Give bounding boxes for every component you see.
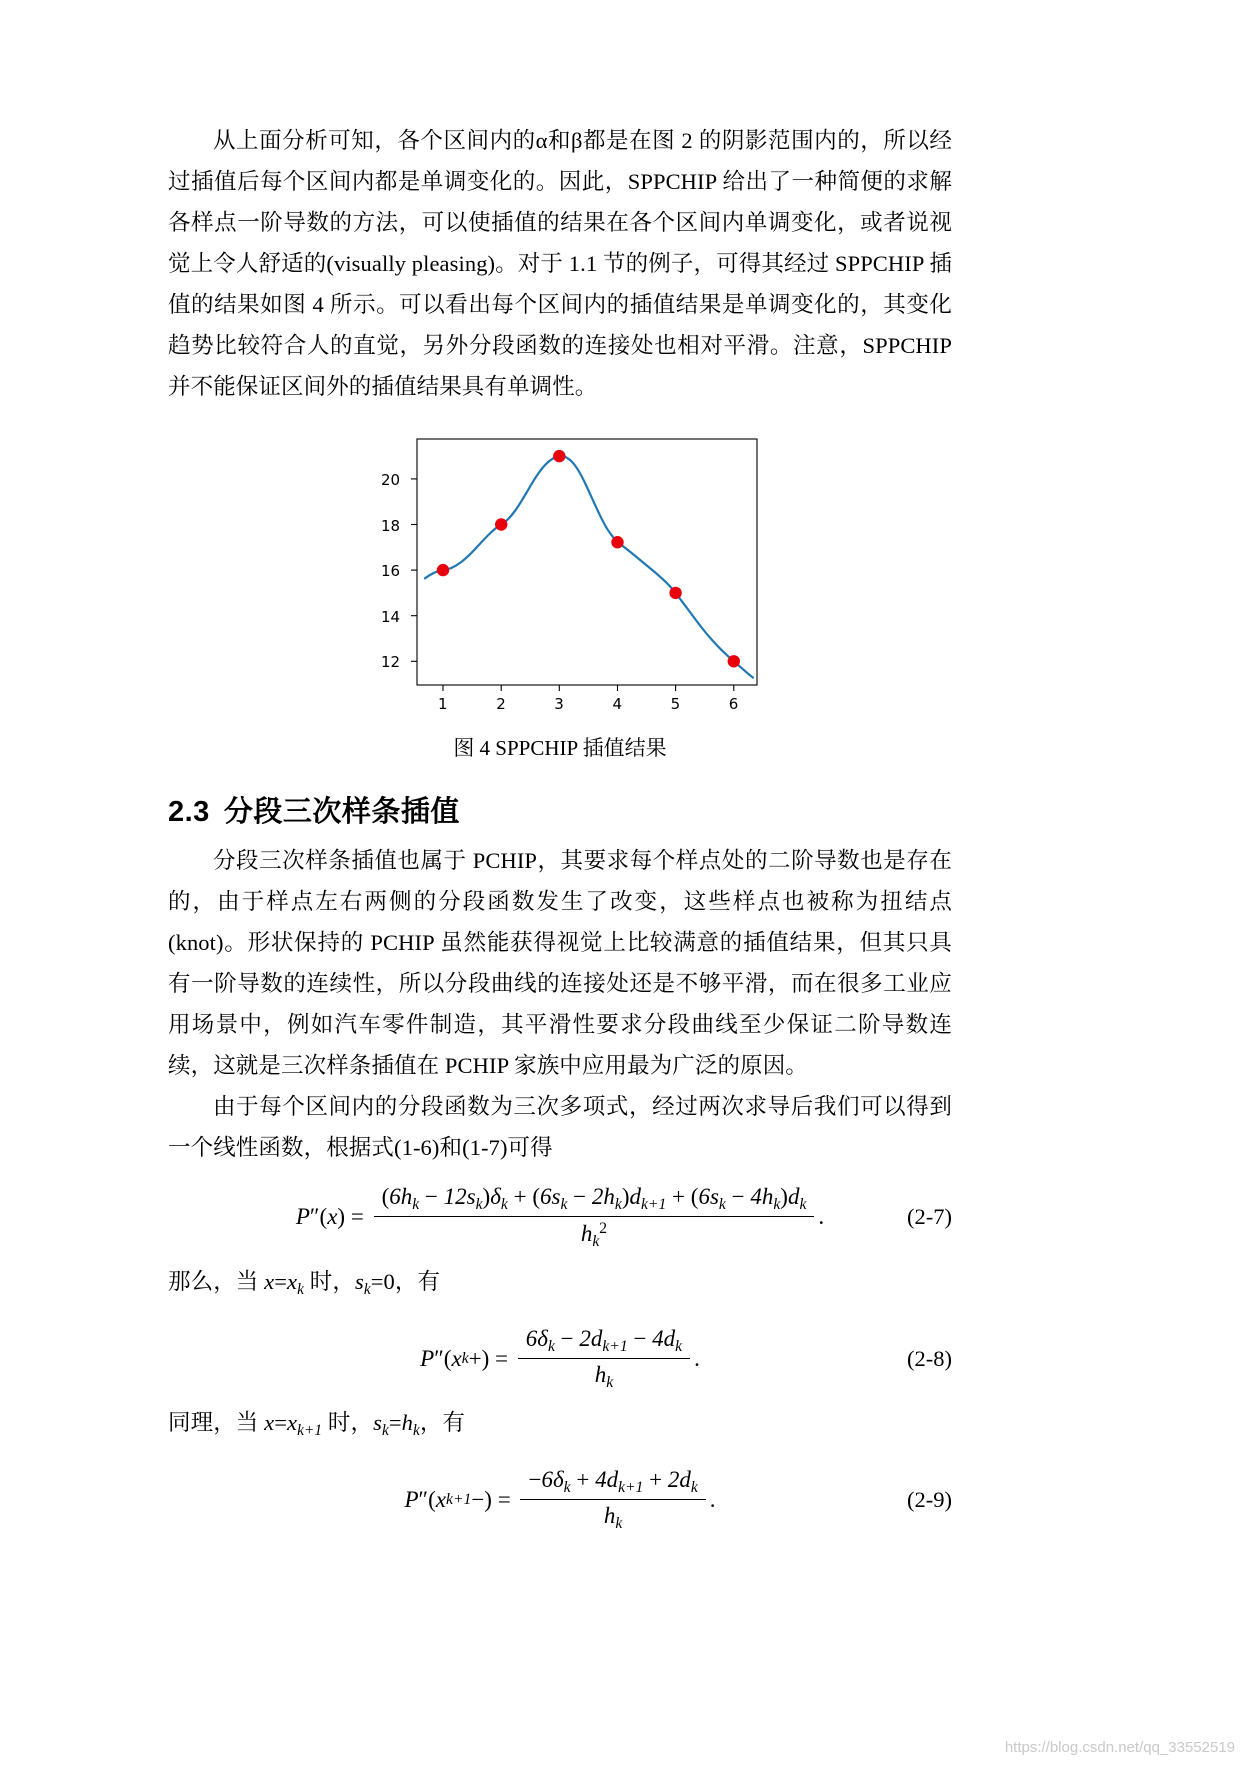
paragraph-3-text: 由于每个区间内的分段函数为三次多项式，经过两次求导后我们可以得到一个线性函数，根据式(1-6)和(1-7)可得 bbox=[168, 1094, 952, 1160]
equation-2-7-number: (2-7) bbox=[907, 1204, 952, 1230]
data-point-5 bbox=[669, 587, 681, 599]
x-tick-label-1: 1 bbox=[438, 695, 448, 713]
equation-2-9-numerator: $-6\delta_k + 4d_{k+1} + 2d_k$ bbox=[520, 1467, 705, 1500]
equation-2-7-math: P ″ ( x ) = $\frac{(6h_k - 12s_k)\delta_k + (6s_k - 2h_k)d_{k+1} + (6s_k - 4h_k)d_k}{h_k^2}$ . bbox=[295, 1184, 825, 1250]
paragraph-2 bbox=[168, 840, 952, 1086]
data-point-6 bbox=[728, 655, 740, 667]
equation-2-9-row bbox=[168, 1467, 952, 1533]
csdn-watermark: https://blog.csdn.net/qq_33552519 bbox=[1004, 1739, 1235, 1756]
paragraph-3 bbox=[168, 1086, 952, 1168]
equation-2-9-denominator: $h_k$ bbox=[603, 1502, 623, 1532]
y-tick-label-12: 12 bbox=[381, 653, 401, 672]
equation-2-8-numerator: $6\delta_k - 2d_{k+1} - 4d_k$ bbox=[518, 1326, 690, 1359]
paragraph-2-text: 分段三次样条插值也属于 PCHIP，其要求每个样点处的二阶导数也是存在的，由于样点左右两侧的分段函数发生了改变，这些样点也被称为扭结点(knot)。形状保持的 PCHIP 虽然能获得视觉上比较满意的插值结果，但其只具有一阶导数的连续性，所以分段曲线的连接处还是不够平滑，而在很多工业应用场景中，例如汽车零件制造，其平滑性要求分段曲线至少保证二阶导数连续，这就是三次样条插值在 PCHIP 家族中应用最为广泛的原因。 bbox=[168, 848, 952, 1078]
equation-2-9-fraction bbox=[520, 1467, 705, 1533]
paragraph-1 bbox=[168, 120, 952, 407]
equation-2-8-row bbox=[168, 1326, 952, 1392]
equation-2-8-fraction bbox=[518, 1326, 690, 1392]
x-tick-label-3: 3 bbox=[554, 695, 564, 713]
data-point-2 bbox=[495, 518, 507, 530]
y-tick-label-18: 18 bbox=[381, 516, 401, 535]
x-axis-ticks bbox=[443, 685, 734, 691]
lead-in-eq-2-8: 那么，当 $x=x_k$ 时，$s_k=0$，有 bbox=[168, 1268, 441, 1298]
equation-2-8-number: (2-8) bbox=[907, 1345, 952, 1371]
x-tick-label-4: 4 bbox=[612, 695, 623, 713]
x-tick-label-6: 6 bbox=[728, 695, 739, 713]
y-tick-label-14: 14 bbox=[381, 607, 401, 626]
document-content bbox=[168, 120, 952, 1543]
equation-2-7-body bbox=[168, 1184, 952, 1251]
equation-2-8-denominator: $h_k$ bbox=[594, 1361, 614, 1391]
equation-2-7-fraction bbox=[374, 1184, 815, 1251]
section-heading-2-3 bbox=[168, 789, 952, 830]
x-tick-label-5: 5 bbox=[670, 695, 681, 713]
figure-4 bbox=[168, 425, 952, 725]
data-point-1 bbox=[437, 564, 449, 576]
data-point-4 bbox=[611, 536, 623, 548]
sppchip-chart bbox=[345, 425, 775, 725]
x-tick-label-2: 2 bbox=[496, 695, 506, 713]
equation-2-9-body bbox=[168, 1467, 952, 1533]
equation-2-7-row bbox=[168, 1184, 952, 1251]
data-point-3 bbox=[553, 450, 565, 462]
equation-2-9-number: (2-9) bbox=[907, 1486, 952, 1512]
lead-in-eq-2-9: 同理，当 $x=x_{k+1}$ 时，$s_k=h_k$，有 bbox=[168, 1409, 466, 1439]
plot-frame bbox=[417, 439, 757, 685]
figure-caption: 图 4 SPPCHIP 插值结果 bbox=[453, 736, 667, 760]
section-title: 分段三次样条插值 bbox=[223, 796, 460, 828]
equation-2-8-math: P ″ ( x k + ) = $\frac{6\delta_k - 2d_{k+1} - 4d_k}{h_k}$ . bbox=[420, 1325, 700, 1391]
equation-2-9-math: P ″ ( x k+1 − ) = $\frac{-6\delta_k + 4d_{k+1} + 2d_k}{h_k}$ . bbox=[404, 1466, 716, 1532]
equation-2-8-body bbox=[168, 1326, 952, 1392]
sppchip-chart-svg bbox=[345, 425, 775, 725]
y-axis-ticks bbox=[411, 479, 417, 661]
y-tick-label-20: 20 bbox=[381, 470, 401, 489]
paragraph-1-text: 从上面分析可知，各个区间内的α和β都是在图 2 的阴影范围内的，所以经过插值后每个区间内都是单调变化的。因此，SPPCHIP 给出了一种简便的求解各样点一阶导数的方法，可以使插值的结果在各个区间内单调变化，或者说视觉上令人舒适的(visually pleasing)。对于 1.1 节的例子，可得其经过 SPPCHIP 插值的结果如图 4 所示。可以看出每个区间内的插值结果是单调变化的，其变化趋势比较符合人的直觉，另外分段函数的连接处也相对平滑。注意，SPPCHIP 并不能保证区间外的插值结果具有单调性。 bbox=[168, 128, 952, 399]
equation-2-7-numerator: $(6h_k - 12s_k)\delta_k + (6s_k - 2h_k)d_{k+1} + (6s_k - 4h_k)d_k$ bbox=[374, 1184, 815, 1217]
y-tick-label-16: 16 bbox=[381, 562, 401, 581]
section-number: 2.3 bbox=[168, 796, 210, 828]
equation-2-7-denominator: $h_k^2$ bbox=[580, 1220, 608, 1250]
